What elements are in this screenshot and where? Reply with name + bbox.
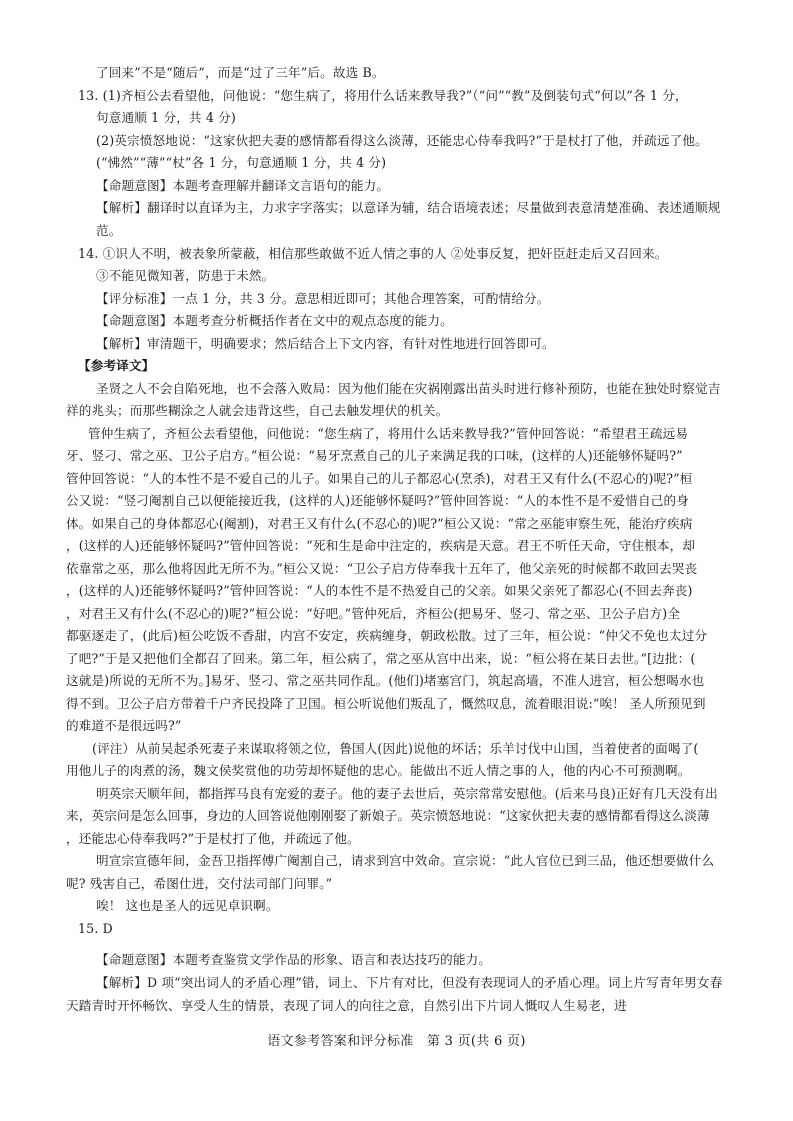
translation-line: 这就是)所说的无所不为。]易牙、竖刁、常之巫共同作乱。(他们)堵塞宫门，筑起高墙，不准人进宫，桓公想喝水也	[66, 673, 705, 688]
translation-line: 的难道不是很远吗?”	[66, 718, 182, 733]
text-line: ③不能见微知著，防患于未然。	[96, 268, 275, 283]
analysis-note: 【解析】审清题干，明确要求；然后结合上下文内容，有针对性地进行回答即可。	[96, 336, 555, 351]
intent-note: 【命题意图】本题考查分析概括作者在文中的观点态度的能力。	[96, 313, 453, 328]
commentary-line: (评注）从前吴起杀死妻子来谋取将领之位，鲁国人(因此)说他的坏话；乐羊讨伐中山国，当着使者的面喝了(	[92, 741, 699, 756]
question-13-part2: (2)英宗愤怒地说：“这家伙把夫妻的感情都看得这么淡薄，还能忠心侍奉我吗?”于是杖打了他，并疏远了他。	[96, 133, 708, 148]
analysis-note: 【解析】D 项“突出词人的矛盾心理”错，词上、下片有对比，但没有表现词人的矛盾心理。词上片写青年男女春	[96, 975, 723, 990]
analysis-note: 【解析】翻译时以直译为主，力求字字落实；以意译为辅，结合语境表述；尽量做到表意清楚准确、表述通顺规	[96, 200, 721, 215]
translation-line: ，(这样的人)还能够怀疑吗?”管仲回答说：“死和生是命中注定的，疾病是天意。君王不听任天命，守住根本，却	[66, 538, 696, 553]
question-15-answer: 15. D	[78, 921, 113, 936]
translation-line: 管仲生病了，齐桓公去看望他，问他说：“您生病了，将用什么话来教导我?”管仲回答说：“希望君王疏远易	[88, 426, 689, 441]
page-footer: 语文参考答案和评分标准 第 3 页(共 6 页)	[267, 1034, 526, 1049]
scoring-note: 【评分标准】一点 1 分，共 3 分。意思相近即可；其他合理答案，可酌情给分。	[96, 291, 550, 306]
translation-line: 都驱逐走了，(此后)桓公吃饭不香甜，内宫不安定，疾病缠身，朝政松散。过了三年，桓公说：“仲父不免也太过分	[66, 628, 708, 643]
translation-line: ，还能忠心侍奉我吗?”于是杖打了他，并疏远了他。	[66, 831, 360, 846]
text-line: (“怫然”“薄”“杖”各 1 分，句意通顺 1 分，共 4 分)	[96, 155, 387, 170]
translation-line: 管仲回答说：“人的本性不是不爱自己的儿子。如果自己的儿子都忍心(烹杀)，对君王又有什么(不忍心的)呢?”桓	[66, 471, 693, 486]
commentary-line: 用他儿子的肉煮的汤，魏文侯奖赏他的功劳却怀疑他的忠心。能做出不近人情之事的人，他的内心不可预测啊。	[66, 763, 691, 778]
translation-line: 唉！ 这也是圣人的远见卓识啊。	[96, 898, 279, 913]
translation-line: 了吧?”于是又把他们全都召了回来。第二年，桓公病了，常之巫从宫中出来，说：“桓公将在某日去世。”[边批：(	[66, 651, 696, 666]
translation-line: 依靠常之巫，那么他将因此无所不为。”桓公又说：“卫公子启方侍奉我十五年了，他父亲死的时候都不敢回去哭丧	[66, 561, 698, 576]
text-line: 了回来”不是“随后”，而是“过了三年”后。故选 B。	[96, 65, 385, 80]
intent-note: 【命题意图】本题考查鉴赏文学作品的形象、语言和表达技巧的能力。	[96, 952, 492, 967]
intent-note: 【命题意图】本题考查理解并翻译文言语句的能力。	[96, 178, 390, 193]
translation-line: 明宣宗宣德年间，金吾卫指挥傅广阉割自己，请求到宫中效命。宣宗说：“此人官位已到三品，他还想要做什么	[96, 853, 715, 868]
translation-line: 得不到。卫公子启方带着千户齐民投降了卫国。桓公听说他们叛乱了，慨然叹息，流着眼泪说:“唉！ 圣人所预见到	[66, 696, 706, 711]
translation-line: 圣贤之人不会自陷死地，也不会落入败局：因为他们能在灾祸刚露出苗头时进行修补预防，也能在独处时察觉吉	[96, 381, 721, 396]
translation-line: 牙、竖刁、常之巫、卫公子启方。”桓公说：“易牙烹煮自己的儿子来满足我的口味，(这样的人)还能够怀疑吗?”	[66, 448, 683, 463]
translation-line: 明英宗天顺年间，都指挥马良有宠爱的妻子。他的妻子去世后，英宗常常安慰他。(后来马良)正好有几天没有出	[96, 786, 718, 801]
analysis-note: 天踏青时开怀畅饮、享受人生的情景，表现了词人的向往之意，自然引出下片词人慨叹人生易老，进	[66, 998, 627, 1013]
translation-line: ，对君王又有什么(不忍心的)呢?”桓公说：“好吧。”管仲死后，齐桓公(把易牙、竖刁、常之巫、卫公子启方)全	[66, 606, 681, 621]
translation-line: 来，英宗问是怎么回事，身边的人回答说他刚刚娶了新娘子。英宗愤怒地说：“这家伙把夫妻的感情都看得这么淡薄	[66, 808, 710, 823]
text-line: 范。	[96, 223, 122, 238]
translation-line: 公又说：“竖刁阉割自己以便能接近我，(这样的人)还能够怀疑吗?”管仲回答说：“人的本性不是不爱惜自己的身	[66, 493, 690, 508]
translation-line: 体。如果自己的身体都忍心(阉割)，对君王又有什么(不忍心的)呢?”桓公又说：“常之巫能审察生死，能治疗疾病	[66, 516, 693, 531]
translation-line: 祥的兆头；而那些糊涂之人就会违背这些，自己去触发埋伏的机关。	[66, 403, 449, 418]
translation-line: 呢? 残害自己，希图仕进，交付法司部门问罪。”	[66, 876, 333, 891]
question-13-part1: 13. (1)齐桓公去看望他，问他说：“您生病了，将用什么话来教导我?”（“问”“教”及倒装句式“何以”各 1 分，	[78, 88, 688, 103]
translation-heading: 【参考译文】	[78, 358, 155, 373]
text-line: 句意通顺 1 分，共 4 分)	[96, 110, 236, 125]
translation-line: ，(这样的人)还能够怀疑吗?”管仲回答说：“人的本性不是不热爱自己的父亲。如果父亲死了都忍心(不回去奔丧)	[66, 583, 693, 598]
question-14: 14. ①识人不明，被表象所蒙蔽，相信那些敢做不近人情之事的人 ②处事反复，把奸臣赶走后又召回来。	[78, 246, 668, 261]
